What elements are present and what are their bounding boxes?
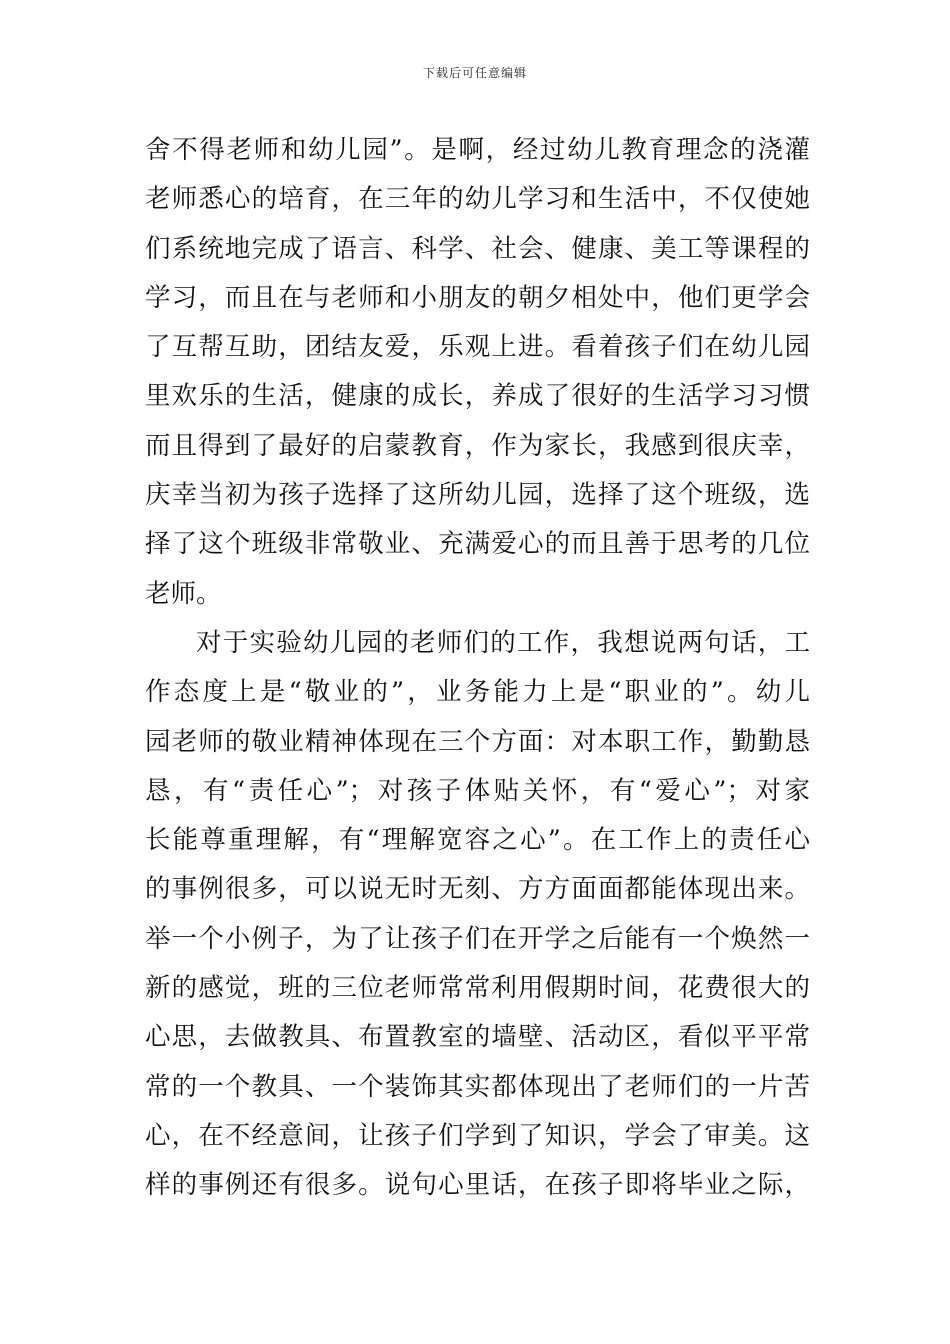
text-line: 里欢乐的生活，健康的成长，养成了很好的生活学习习惯 bbox=[145, 381, 810, 412]
document-body bbox=[145, 126, 810, 1211]
page-header: 下载后可任意编辑 bbox=[422, 66, 527, 80]
text-line: 老师悉心的培育，在三年的幼儿学习和生活中，不仅使她 bbox=[145, 184, 810, 215]
text-line: 择了这个班级非常敬业、充满爱心的而且善于思考的几位 bbox=[145, 529, 810, 560]
text-line: 心思，去做教具、布置教室的墙壁、活动区，看似平平常 bbox=[145, 1022, 810, 1053]
text-line: 样的事例还有很多。说句心里话，在孩子即将毕业之际， bbox=[145, 1170, 810, 1201]
text-line: 了互帮互助，团结友爱，乐观上进。看着孩子们在幼儿园 bbox=[145, 332, 810, 363]
text-line: 而且得到了最好的启蒙教育，作为家长，我感到很庆幸， bbox=[145, 430, 810, 461]
text-line: 的事例很多，可以说无时无刻、方方面面都能体现出来。 bbox=[145, 874, 810, 905]
text-line: 作态度上是“敬业的”，业务能力上是“职业的”。幼儿 bbox=[145, 677, 810, 708]
text-line: 园老师的敬业精神体现在三个方面：对本职工作，勤勤恳 bbox=[145, 726, 810, 757]
text-line: 长能尊重理解，有“理解宽容之心”。在工作上的责任心 bbox=[145, 825, 810, 856]
text-line: 心，在不经意间，让孩子们学到了知识，学会了审美。这 bbox=[145, 1120, 810, 1151]
text-line: 恳，有“责任心”；对孩子体贴关怀，有“爱心”；对家 bbox=[145, 775, 810, 806]
text-line: 学习，而且在与老师和小朋友的朝夕相处中，他们更学会 bbox=[145, 282, 810, 313]
text-line: 常的一个教具、一个装饰其实都体现出了老师们的一片苦 bbox=[145, 1071, 810, 1102]
text-line: 老师。 bbox=[145, 578, 222, 609]
text-line: 对于实验幼儿园的老师们的工作，我想说两句话，工 bbox=[196, 627, 810, 658]
text-line: 们系统地完成了语言、科学、社会、健康、美工等课程的 bbox=[145, 233, 810, 264]
paragraph bbox=[145, 126, 810, 619]
text-line: 舍不得老师和幼儿园”。是啊，经过幼儿教育理念的浇灌 bbox=[145, 135, 810, 165]
text-line: 庆幸当初为孩子选择了这所幼儿园，选择了这个班级，选 bbox=[145, 480, 810, 511]
text-line: 新的感觉，班的三位老师常常利用假期时间，花费很大的 bbox=[145, 973, 810, 1004]
text-line: 举一个小例子，为了让孩子们在开学之后能有一个焕然一 bbox=[145, 923, 810, 954]
paragraph bbox=[145, 619, 810, 1211]
